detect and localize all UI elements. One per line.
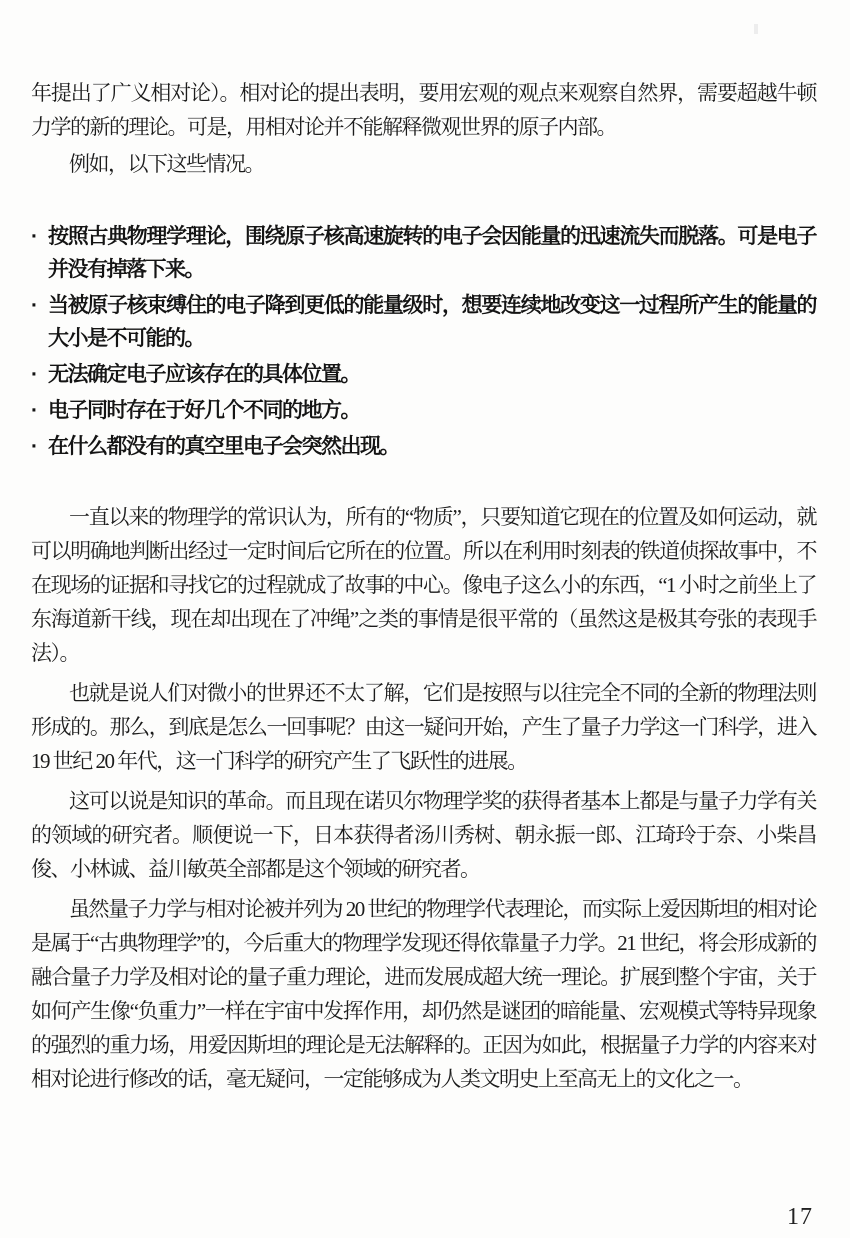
list-item <box>31 220 816 286</box>
list-item-text: 按照古典物理学理论，围绕原子核高速旋转的电子会因能量的迅速流失而脱落。可是电子并没有掉落下来。 <box>48 225 816 281</box>
paragraph-intro-examples: 例如，以下这些情况。 <box>69 152 264 176</box>
paragraph-quantum-origin: 也就是说人们对微小的世界还不太了解，它们是按照与以往完全不同的全新的物理法则形成的。那么，到底是怎么一回事呢？由这一疑问开始，产生了量子力学这一门科学，进入 19 世纪 20 年代，这一门科学的研究产生了飞跃性的进展。 <box>31 681 816 773</box>
body-text <box>31 500 816 1096</box>
paragraph-nobel-laureates: 这可以说是知识的革命。而且现在诺贝尔物理学奖的获得者基本上都是与量子力学有关的领域的研究者。顺便说一下，日本获得者汤川秀树、朝永振一郎、江琦玲于奈、小柴昌俊、小林诚、益川敏英全部都是这个领域的研究者。 <box>31 789 816 881</box>
page-number: 17 <box>787 1204 813 1230</box>
paragraph-physics-common-sense: 一直以来的物理学的常识认为，所有的“物质”，只要知道它现在的位置及如何运动，就可以明确地判断出经过一定时间后它所在的位置。所以在利用时刻表的铁道侦探故事中，不在现场的证据和寻找它的过程就成了故事的中心。像电子这么小的东西，“1 小时之前坐上了东海道新干线，现在却出现在了冲绳”之类的事情是很平常的（虽然这是极其夸张的表现手法）。 <box>31 505 816 665</box>
bullet-icon: · <box>31 225 38 248</box>
list-item <box>31 394 816 427</box>
list-item-text: 当被原子核束缚住的电子降到更低的能量级时，想要连续地改变这一过程所产生的能量的大小是不可能的。 <box>48 294 816 350</box>
paragraph-continuation: 年提出了广义相对论）。相对论的提出表明，要用宏观的观点来观察自然界，需要超越牛顿力学的新的理论。可是，用相对论并不能解释微观世界的原子内部。 <box>31 81 816 139</box>
list-item-text: 无法确定电子应该存在的具体位置。 <box>48 363 360 386</box>
list-item <box>31 358 816 391</box>
bullet-icon: · <box>31 435 38 458</box>
page-content <box>31 0 816 1096</box>
bullet-icon: · <box>31 294 38 317</box>
bullet-icon: · <box>31 363 38 386</box>
bullet-list <box>31 220 816 463</box>
list-item-text: 电子同时存在于好几个不同的地方。 <box>48 399 360 422</box>
bullet-icon: · <box>31 399 38 422</box>
list-item <box>31 289 816 355</box>
list-item-text: 在什么都没有的真空里电子会突然出现。 <box>48 435 399 458</box>
list-item <box>31 430 816 463</box>
paragraph-future-theory: 虽然量子力学与相对论被并列为 20 世纪的物理学代表理论，而实际上爱因斯坦的相对论是属于“古典物理学”的，今后重大的物理学发现还得依靠量子力学。21 世纪，将会形成新的融合量子力学及相对论的量子重力理论，进而发展成超大统一理论。扩展到整个宇宙，关于如何产生像“负重力”一样在宇宙中发挥作用，却仍然是谜团的暗能量、宏观模式等特异现象的强烈的重力场，用爱因斯坦的理论是无法解释的。正因为如此，根据量子力学的内容来对相对论进行修改的话，毫无疑问，一定能够成为人类文明史上至高无上的文化之一。 <box>31 897 816 1091</box>
